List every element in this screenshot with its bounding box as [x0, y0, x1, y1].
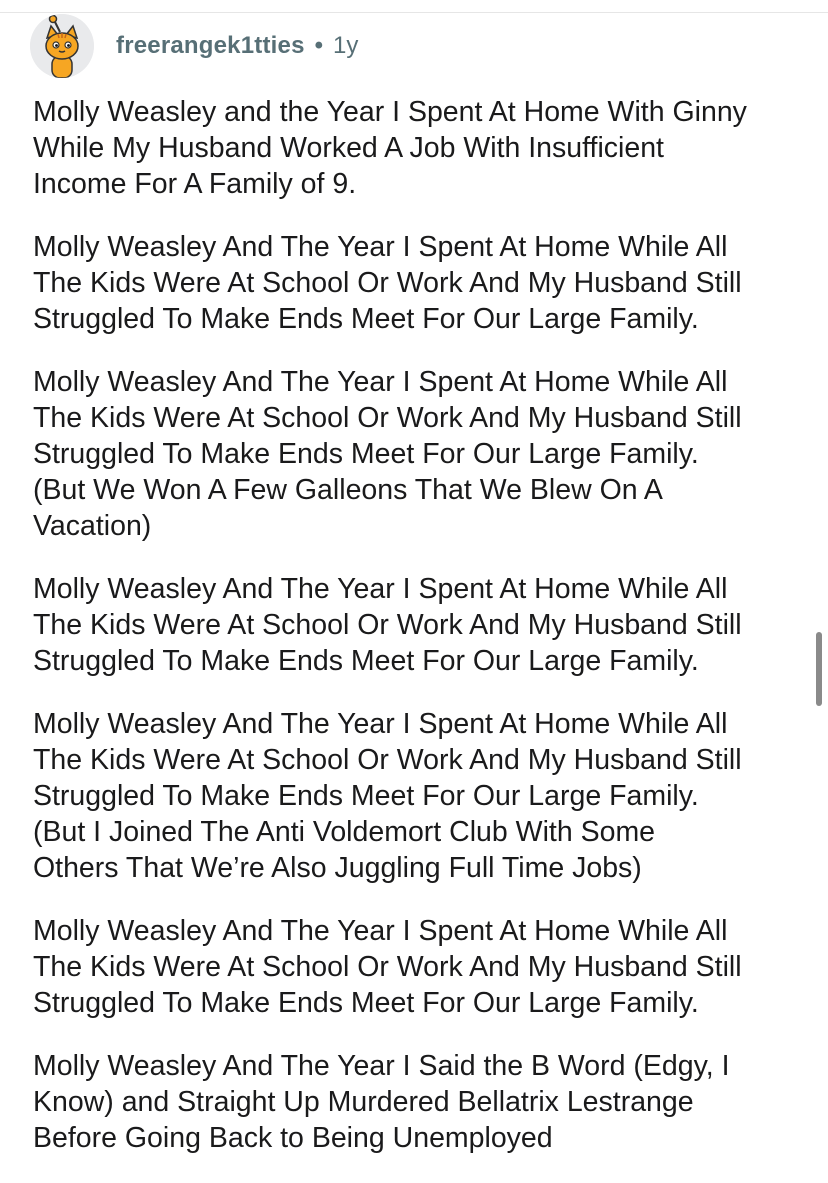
meta-separator: •: [314, 32, 324, 59]
comment-paragraph: Molly Weasley And The Year I Spent At Home While All The Kids Were At School Or Work And My Husband Still Struggled To Make Ends Meet For Our Large Family.: [33, 573, 742, 677]
comment-paragraph: Molly Weasley And The Year I Spent At Home While All The Kids Were At School Or Work And My Husband Still Struggled To Make Ends Meet For Our Large Family.: [33, 231, 742, 335]
comment-meta: [116, 32, 358, 60]
comment-paragraph: Molly Weasley and the Year I Spent At Home With Ginny While My Husband Worked A Job With Insufficient Income For A Family of 9.: [33, 96, 747, 200]
comment-age: 1y: [333, 32, 359, 59]
comment-paragraph: Molly Weasley And The Year I Said the B Word (Edgy, I Know) and Straight Up Murdered Bellatrix Lestrange Before Going Back to Being Unemployed: [33, 1050, 730, 1154]
top-divider: [0, 0, 828, 13]
comment-paragraph: Molly Weasley And The Year I Spent At Home While All The Kids Were At School Or Work And My Husband Still Struggled To Make Ends Meet For Our Large Family.: [33, 915, 742, 1019]
comment-paragraph: Molly Weasley And The Year I Spent At Home While All The Kids Were At School Or Work And My Husband Still Struggled To Make Ends Meet For Our Large Family. (But I Joined The Anti Voldemort Club With Some Others That We’re Also Juggling Full Time Jobs): [33, 708, 742, 884]
comment-header: [30, 14, 358, 78]
username-link[interactable]: freerangek1tties: [116, 32, 305, 59]
scrollbar-thumb[interactable]: [816, 632, 822, 706]
comment-body: [33, 94, 813, 1183]
comment-paragraph: Molly Weasley And The Year I Spent At Home While All The Kids Were At School Or Work And My Husband Still Struggled To Make Ends Meet For Our Large Family. (But We Won A Few Galleons That We Blew On A Vacation): [33, 366, 742, 542]
cat-snoo-avatar-icon[interactable]: [30, 14, 94, 78]
avatar-graphic: [30, 14, 94, 78]
